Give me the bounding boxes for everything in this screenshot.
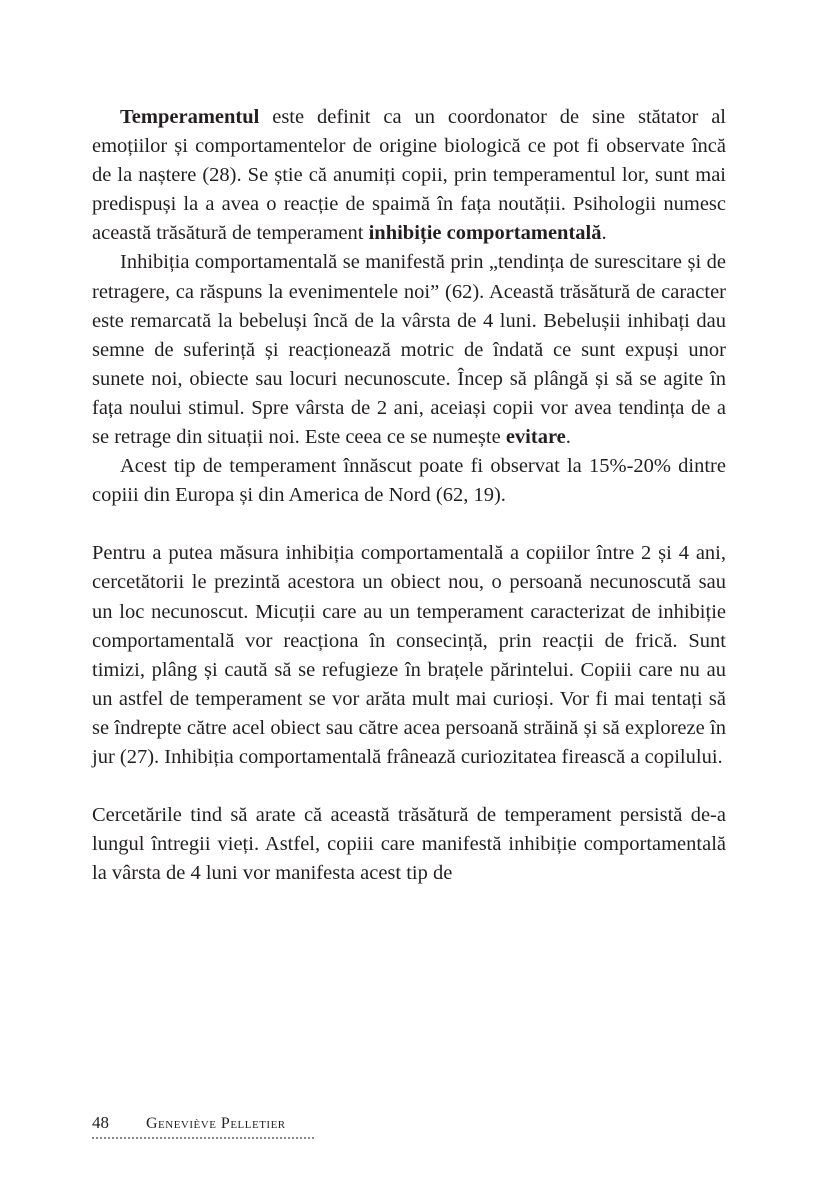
paragraph-temperament-definition [92,103,726,248]
bold-term-evitare: evitare [505,426,566,449]
page-body [92,103,726,888]
bold-term-temperamentul: Temperamentul [120,106,260,128]
paragraph-measurement: Pentru a putea măsura inhibiția comportamentală a copiilor între 2 și 4 ani, cercetătorii le prezintă acestora un obiect nou, o persoană necunoscută sau un loc necunoscut. Micuții care au un temperament caracterizat de inhibiție comportamentală vor reacționa în consecință, prin reacții de frică. Sunt timizi, plâng și caută să se refugieze în brațele părintelui. Copiii care nu au un astfel de temperament se vor arăta mult mai curioși. Vor fi mai tentați să se îndrepte către acel obiect sau către acea persoană străină și să exploreze în jur (27). Inhibiția comportamentală frânează curiozitatea firească a copilului. [92,542,726,768]
paragraph-inhibition [92,248,726,452]
bold-term-inhibitie: inhibiție comportamentală [368,222,602,245]
running-header-author: Geneviève Pelletier [146,1115,286,1132]
paragraph-text-end: . [601,222,607,245]
paragraph-text: Inhibiția comportamentală se manifestă prin „tendința de surescitare și de retragere, ca răspuns la evenimentele noi” (62). Această trăsătură de caracter este remarcată la bebeluși încă de la vârsta de 4 luni. Bebelușii inhibați dau semne de suferință și reacționează motric de îndată ce sunt expuși unor sunete noi, obiecte sau locuri necunoscute. Încep să plângă și să se agite în fața noului stimul. Spre vârsta de 2 ani, aceiași copii vor avea tendința de a se retrage din situații noi. Este ceea ce se numește [92,251,726,449]
page-number: 48 [92,1113,109,1132]
paragraph-research: Cercetările tind să arate că această trăsătură de temperament persistă de-a lungul întregii vieți. Astfel, copiii care manifestă inhibiție comportamentală la vârsta de 4 luni vor manifesta acest tip de [92,804,726,885]
paragraph-text-end: . [565,426,571,449]
paragraph-text: este definit ca un coordonator de sine stătator al emoțiilor și comportamentelor de origine biologică ce pot fi observate încă de la naștere (28). Se știe că anumiți copii, prin temperamentul lor, sunt mai predispuși la a avea o reacție de spaimă în fața noutății. Psihologii numesc această trăsătură de temperament [92,106,726,245]
paragraph-prevalence: Acest tip de temperament înnăscut poate fi observat la 15%-20% dintre copiii din Europa și din America de Nord (62, 19). [92,455,726,507]
page-footer [92,1113,314,1139]
